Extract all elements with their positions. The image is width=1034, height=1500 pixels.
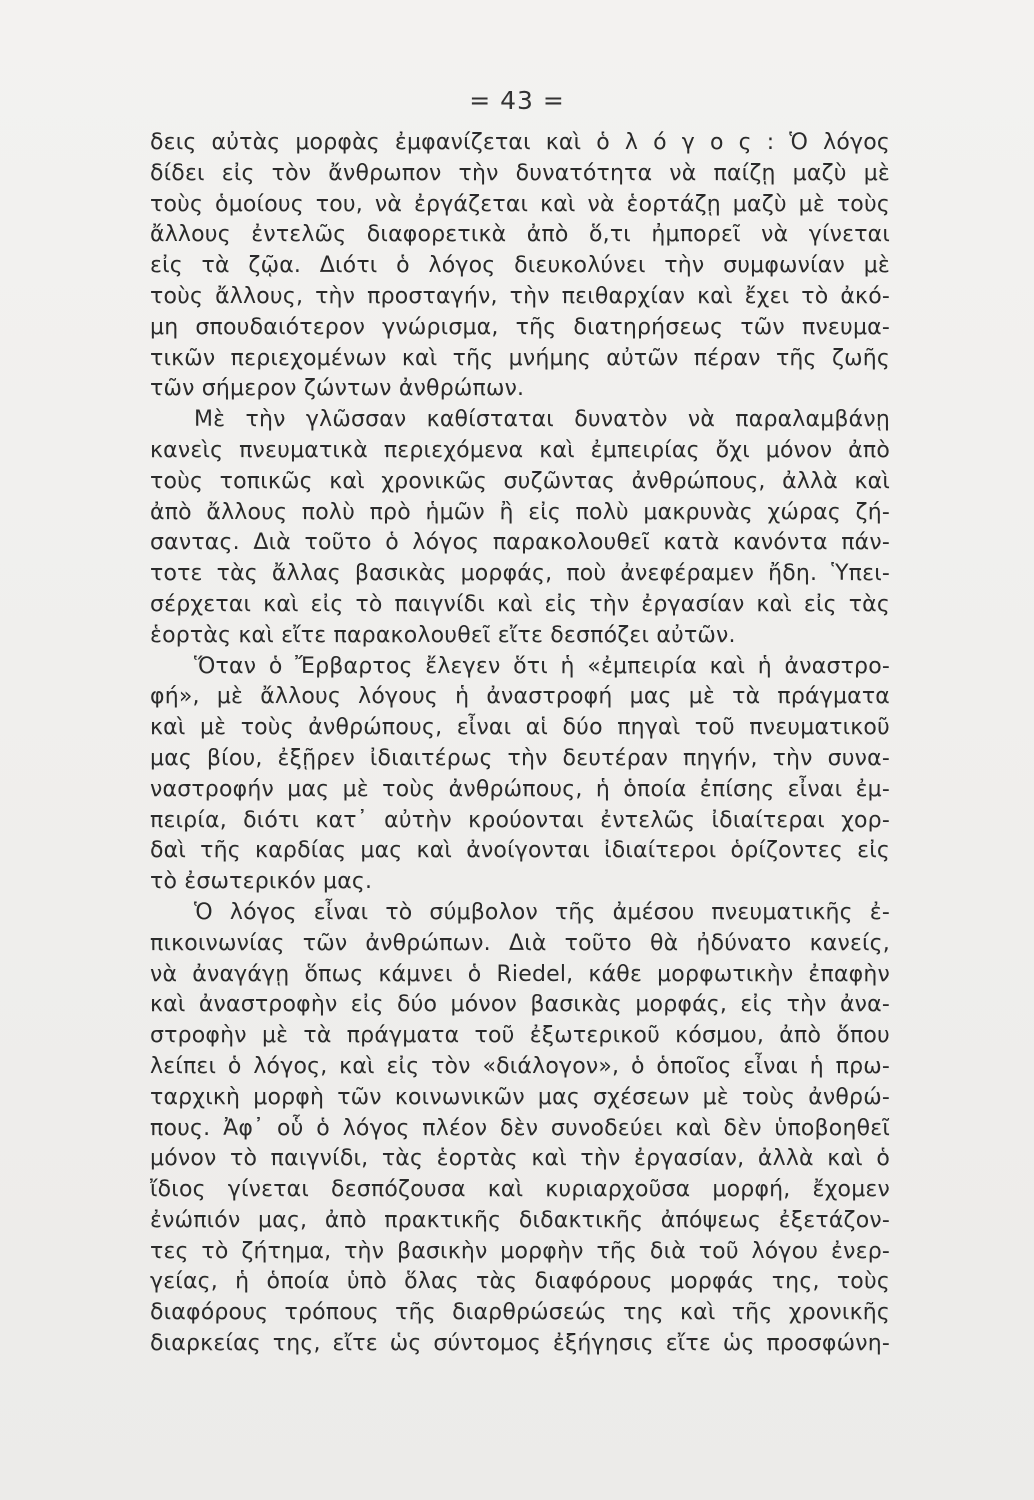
text-line: Ὅταν ὁ Ἔρβαρτος ἔλεγεν ὅτι ἡ «ἐμπειρία καὶ ἡ ἀναστρο-	[194, 653, 890, 679]
text-line: τοὺς τοπικῶς καὶ χρονικῶς συζῶντας ἀνθρώπους, ἀλλὰ καὶ	[150, 468, 890, 494]
text-line: τῶν σήμερον ζώντων ἀνθρώπων.	[150, 376, 525, 402]
text-line: διαρκείας της, εἴτε ὡς σύντομος ἐξήγησις εἴτε ὡς προσφώνη-	[150, 1331, 890, 1357]
text-line: φή», μὲ ἄλλους λόγους ἡ ἀναστροφή μας μὲ τὰ πράγματα	[150, 684, 890, 710]
text-line: διαφόρους τρόπους τῆς διαρθρώσεώς της καὶ τῆς χρονικῆς	[150, 1300, 890, 1326]
text-line: σέρχεται καὶ εἰς τὸ παιγνίδι καὶ εἰς τὴν ἐργασίαν καὶ εἰς τὰς	[150, 591, 890, 617]
text-line: ἐνώπιόν μας, ἀπὸ πρακτικῆς διδακτικῆς ἀπόψεως ἐξετάζον-	[150, 1207, 890, 1233]
text-line: μόνον τὸ παιγνίδι, τὰς ἑορτὰς καὶ τὴν ἐργασίαν, ἀλλὰ καὶ ὁ	[150, 1146, 890, 1172]
text-line: γείας, ἡ ὁποία ὑπὸ ὅλας τὰς διαφόρους μορφάς της, τοὺς	[150, 1269, 890, 1295]
text-line: στροφὴν μὲ τὰ πράγματα τοῦ ἐξωτερικοῦ κόσμου, ἀπὸ ὅπου	[150, 1023, 890, 1049]
text-line: μη σπουδαιότερον γνώρισμα, τῆς διατηρήσεως τῶν πνευμα-	[150, 314, 890, 340]
text-line: Μὲ τὴν γλῶσσαν καθίσταται δυνατὸν νὰ παραλαμβάνῃ	[194, 407, 890, 433]
text-line: τες τὸ ζήτημα, τὴν βασικὴν μορφὴν τῆς διὰ τοῦ λόγου ἐνερ-	[150, 1238, 890, 1264]
text-line: δεις αὐτὰς μορφὰς ἐμφανίζεται καὶ ὁ λ ό γ ο ς : Ὁ λόγος	[150, 130, 890, 155]
text-line: σαντας. Διὰ τοῦτο ὁ λόγος παρακολουθεῖ κατὰ κανόντα πάν-	[150, 530, 890, 556]
text-line: ἑορτὰς καὶ εἴτε παρακολουθεῖ εἴτε δεσπόζει αὐτῶν.	[150, 622, 736, 648]
text-line: τοὺς ἄλλους, τὴν προσταγήν, τὴν πειθαρχίαν καὶ ἔχει τὸ ἀκό-	[150, 283, 890, 309]
text-line: ταρχικὴ μορφὴ τῶν κοινωνικῶν μας σχέσεων μὲ τοὺς ἀνθρώ-	[150, 1084, 890, 1110]
text-line: λείπει ὁ λόγος, καὶ εἰς τὸν «διάλογον», ὁ ὁποῖος εἶναι ἡ πρω-	[150, 1053, 890, 1079]
text-line: πικοινωνίας τῶν ἀνθρώπων. Διὰ τοῦτο θὰ ἠδύνατο κανείς,	[150, 930, 890, 956]
page-number: = 43 =	[469, 86, 565, 115]
text-line: Ὁ λόγος εἶναι τὸ σύμβολον τῆς ἀμέσου πνευματικῆς ἐ-	[194, 899, 890, 925]
text-line: τικῶν περιεχομένων καὶ τῆς μνήμης αὐτῶν πέραν τῆς ζωῆς	[150, 345, 890, 371]
text-line: καὶ μὲ τοὺς ἀνθρώπους, εἶναι αἱ δύο πηγαὶ τοῦ πνευματικοῦ	[150, 715, 890, 741]
text-line: δίδει εἰς τὸν ἄνθρωπον τὴν δυνατότητα νὰ παίζῃ μαζὺ μὲ	[150, 160, 890, 186]
text-line: εἰς τὰ ζῷα. Διότι ὁ λόγος διευκολύνει τὴν συμφωνίαν μὲ	[150, 253, 890, 279]
text-line: ἀπὸ ἄλλους πολὺ πρὸ ἡμῶν ἢ εἰς πολὺ μακρυνὰς χώρας ζή-	[150, 499, 890, 525]
body-text	[150, 128, 890, 1360]
text-line: πους. Ἀφ᾽ οὗ ὁ λόγος πλέον δὲν συνοδεύει καὶ δὲν ὑποβοηθεῖ	[150, 1115, 890, 1141]
text-line: μας βίου, ἐξῇρεν ἰδιαιτέρως τὴν δευτέραν πηγήν, τὴν συνα-	[150, 745, 890, 771]
text-line: τοὺς ὁμοίους του, νὰ ἐργάζεται καὶ νὰ ἑορτάζῃ μαζὺ μὲ τοὺς	[150, 191, 890, 217]
text-line: τοτε τὰς ἄλλας βασικὰς μορφάς, ποὺ ἀνεφέραμεν ἤδη. Ὑπει-	[150, 561, 890, 587]
text-line: κανεὶς πνευματικὰ περιεχόμενα καὶ ἐμπειρίας ὄχι μόνον ἀπὸ	[150, 437, 890, 463]
text-line: πειρία, διότι κατ᾽ αὐτὴν κρούονται ἐντελῶς ἰδιαίτεραι χορ-	[150, 807, 890, 833]
text-line: ναστροφήν μας μὲ τοὺς ἀνθρώπους, ἡ ὁποία ἐπίσης εἶναι ἐμ-	[150, 776, 890, 802]
text-line: ἴδιος γίνεται δεσπόζουσα καὶ κυριαρχοῦσα μορφή, ἔχομεν	[150, 1177, 890, 1203]
text-line: τὸ ἐσωτερικόν μας.	[150, 869, 373, 895]
text-line: καὶ ἀναστροφὴν εἰς δύο μόνον βασικὰς μορφάς, εἰς τὴν ἀνα-	[150, 992, 890, 1018]
text-line: δαὶ τῆς καρδίας μας καὶ ἀνοίγονται ἰδιαίτεροι ὁρίζοντες εἰς	[150, 838, 890, 864]
text-line: ἄλλους ἐντελῶς διαφορετικὰ ἀπὸ ὅ,τι ἠμπορεῖ νὰ γίνεται	[150, 222, 890, 248]
text-line: νὰ ἀναγάγῃ ὅπως κάμνει ὁ Riedel, κάθε μορφωτικὴν ἐπαφὴν	[150, 961, 890, 987]
